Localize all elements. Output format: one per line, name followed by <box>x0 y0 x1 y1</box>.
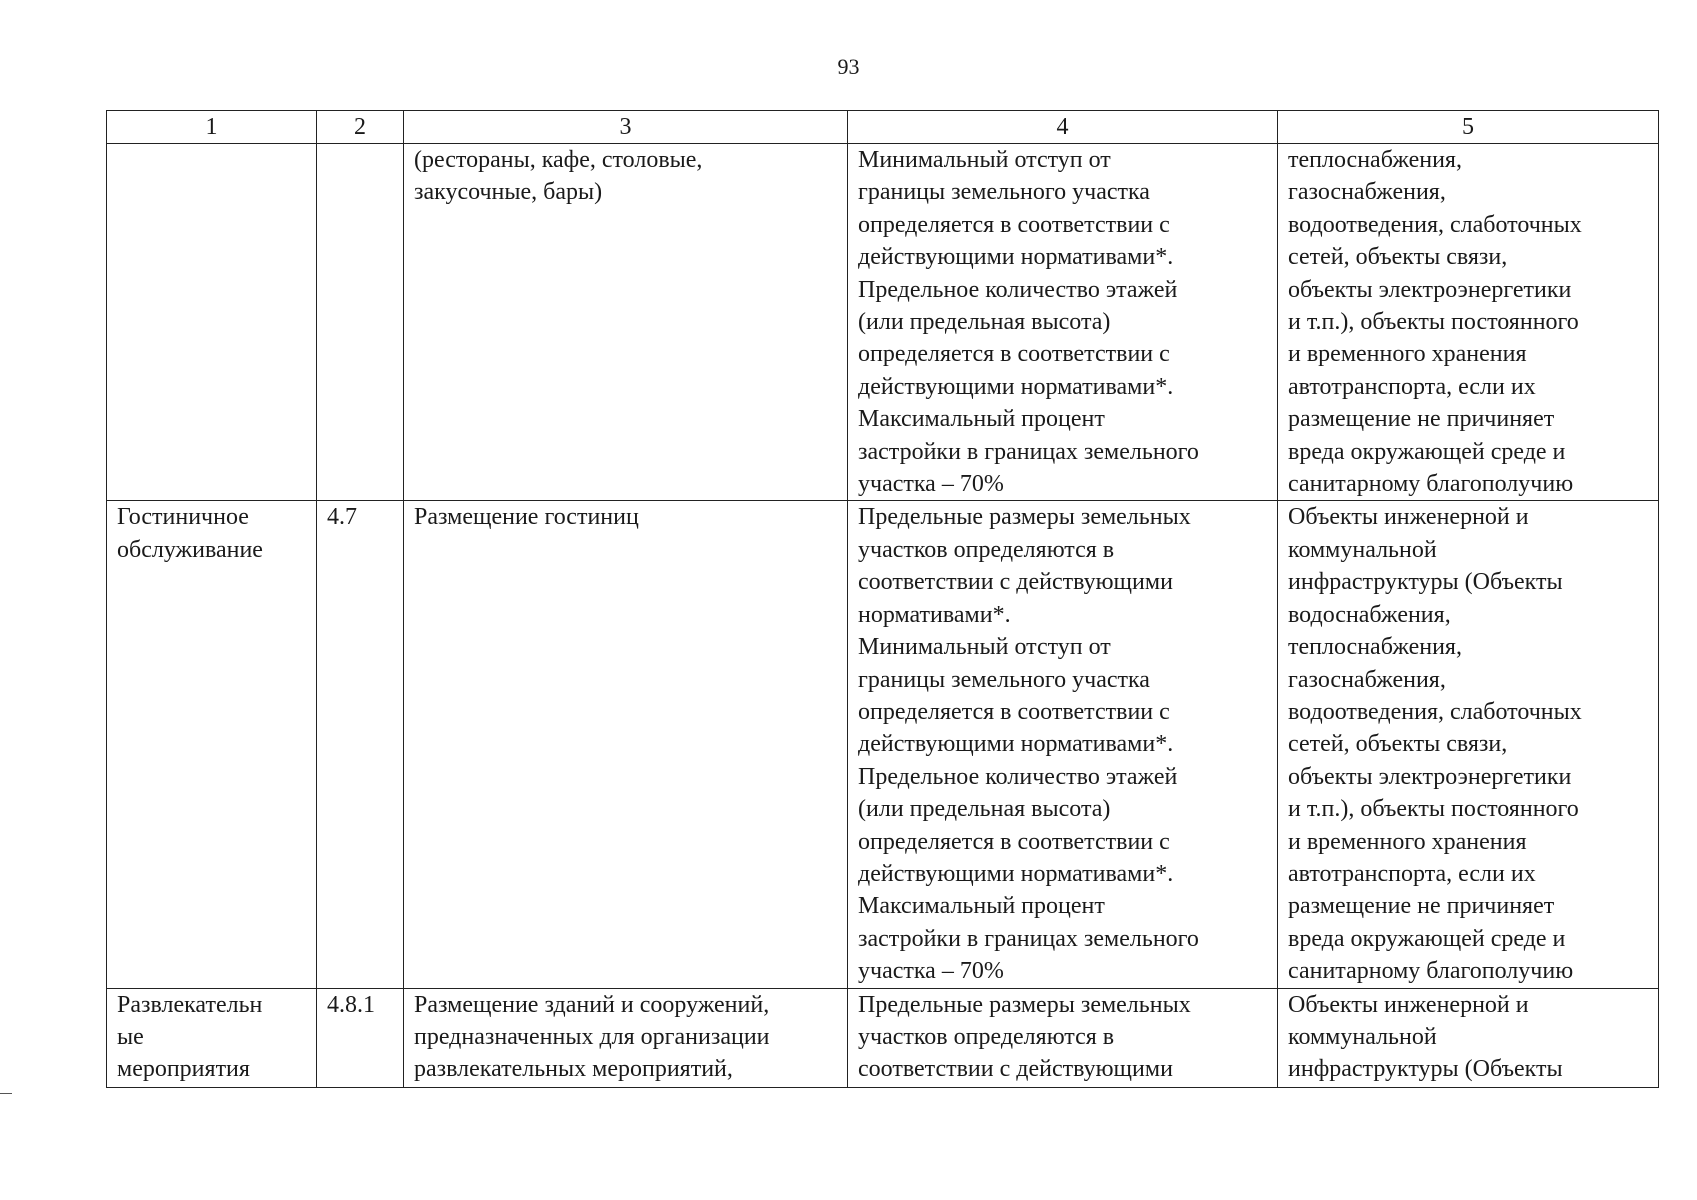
cell-text-line: Минимальный отступ от <box>858 147 1111 173</box>
cell-text-line: участков определяются в <box>858 1023 1115 1050</box>
cell-text-line: ые <box>117 1023 144 1050</box>
column-header: 3 <box>404 111 848 144</box>
cell-text-line: определяется в соответствии с <box>858 211 1170 238</box>
cell-text-line: Минимальный отступ от <box>858 634 1111 661</box>
cell-text-line: автотранспорта, если их <box>1288 860 1536 887</box>
cell-text-line: и т.п.), объекты постоянного <box>1288 796 1579 823</box>
cell-text-line: Объекты инженерной и <box>1288 504 1529 531</box>
cell-text-line: застройки в границах земельного <box>858 925 1199 952</box>
column-header: 1 <box>107 111 317 144</box>
use-description-cell <box>404 501 848 988</box>
cell-text-line: застройки в границах земельного <box>858 438 1199 465</box>
cell-text-line: действующими нормативами*. <box>858 373 1174 400</box>
cell-text-line: инфраструктуры (Объекты <box>1288 1056 1563 1083</box>
auxiliary-uses-cell <box>1278 144 1659 501</box>
cell-text-line: объекты электроэнергетики <box>1288 763 1572 790</box>
use-code-cell <box>317 144 404 501</box>
cell-text-line: нормативами*. <box>858 601 1011 628</box>
cell-text-line: теплоснабжения, <box>1288 147 1462 173</box>
table-row <box>107 501 1659 988</box>
parameters-cell <box>848 988 1278 1087</box>
cell-text-line: соответствии с действующими <box>858 569 1173 596</box>
column-header: 5 <box>1278 111 1659 144</box>
cell-text-line: сетей, объекты связи, <box>1288 244 1508 271</box>
page-number: 93 <box>837 54 860 79</box>
cell-text-line: (рестораны, кафе, столовые, <box>414 147 703 173</box>
cell-text-line: вреда окружающей среде и <box>1288 925 1566 952</box>
cell-text-line: (или предельная высота) <box>858 309 1111 336</box>
cell-text-line: водоотведения, слаботочных <box>1288 211 1582 238</box>
parameters-cell <box>848 501 1278 988</box>
cell-text-line: 4.7 <box>327 504 357 531</box>
cell-text-line: коммунальной <box>1288 1023 1437 1050</box>
cell-text-line: мероприятия <box>117 1056 250 1083</box>
column-header: 4 <box>848 111 1278 144</box>
column-header: 2 <box>317 111 404 144</box>
cell-text-line: определяется в соответствии с <box>858 341 1170 368</box>
cell-text-line: участка – 70% <box>858 958 1004 985</box>
zoning-table <box>106 110 1659 1088</box>
cell-text-line: газоснабжения, <box>1288 666 1446 693</box>
cell-text-line: участка – 70% <box>858 471 1004 498</box>
cell-text-line: санитарному благополучию <box>1288 471 1574 498</box>
cell-text-line: и т.п.), объекты постоянного <box>1288 309 1579 336</box>
cell-text-line: Размещение зданий и сооружений, <box>414 991 770 1018</box>
cell-text-line: вреда окружающей среде и <box>1288 438 1566 465</box>
use-code-cell <box>317 501 404 988</box>
cell-text-line: определяется в соответствии с <box>858 828 1170 855</box>
cell-text-line: Размещение гостиниц <box>414 504 639 531</box>
cell-text-line: границы земельного участка <box>858 666 1150 693</box>
cell-text-line: действующими нормативами*. <box>858 860 1174 887</box>
cell-text-line: Предельные размеры земельных <box>858 504 1191 531</box>
cell-text-line: Объекты инженерной и <box>1288 991 1529 1018</box>
cell-text-line: обслуживание <box>117 536 263 563</box>
cell-text-line: теплоснабжения, <box>1288 634 1462 661</box>
cell-text-line: действующими нормативами*. <box>858 731 1174 758</box>
cell-text-line: Максимальный процент <box>858 893 1105 920</box>
cell-text-line: соответствии с действующими <box>858 1056 1173 1083</box>
cell-text-line: определяется в соответствии с <box>858 698 1170 725</box>
cell-text-line: Развлекательн <box>117 991 263 1018</box>
cell-text-line: Предельное количество этажей <box>858 763 1178 790</box>
use-description-cell <box>404 988 848 1087</box>
cell-text-line: объекты электроэнергетики <box>1288 276 1572 303</box>
parameters-cell <box>848 144 1278 501</box>
cell-text-line: предназначенных для организации <box>414 1023 770 1050</box>
cell-text-line: водоснабжения, <box>1288 601 1451 628</box>
cell-text-line: участков определяются в <box>858 536 1115 563</box>
table-row <box>107 988 1659 1087</box>
use-name-cell <box>107 144 317 501</box>
cell-text-line: санитарному благополучию <box>1288 958 1574 985</box>
cell-text-line: (или предельная высота) <box>858 796 1111 823</box>
cell-text-line: Предельные размеры земельных <box>858 991 1191 1018</box>
table-row <box>107 144 1659 501</box>
cell-text-line: размещение не причиняет <box>1288 893 1555 920</box>
cell-text-line: Максимальный процент <box>858 406 1105 433</box>
cell-text-line: коммунальной <box>1288 536 1437 563</box>
table-header-row <box>107 111 1659 144</box>
cell-text-line: развлекательных мероприятий, <box>414 1056 733 1083</box>
cell-text-line: и временного хранения <box>1288 828 1527 855</box>
cell-text-line: границы земельного участка <box>858 179 1150 206</box>
cell-text-line: Предельное количество этажей <box>858 276 1178 303</box>
use-name-cell <box>107 501 317 988</box>
cell-text-line: сетей, объекты связи, <box>1288 731 1508 758</box>
scan-margin-mark <box>0 1093 12 1094</box>
cell-text-line: закусочные, бары) <box>414 179 603 206</box>
use-name-cell <box>107 988 317 1087</box>
use-code-cell <box>317 988 404 1087</box>
cell-text-line: водоотведения, слаботочных <box>1288 698 1582 725</box>
cell-text-line: инфраструктуры (Объекты <box>1288 569 1563 596</box>
cell-text-line: размещение не причиняет <box>1288 406 1555 433</box>
auxiliary-uses-cell <box>1278 501 1659 988</box>
auxiliary-uses-cell <box>1278 988 1659 1087</box>
cell-text-line: Гостиничное <box>117 504 249 531</box>
cell-text-line: 4.8.1 <box>327 991 375 1018</box>
cell-text-line: и временного хранения <box>1288 341 1527 368</box>
cell-text-line: действующими нормативами*. <box>858 244 1174 271</box>
use-description-cell <box>404 144 848 501</box>
cell-text-line: газоснабжения, <box>1288 179 1446 206</box>
cell-text-line: автотранспорта, если их <box>1288 373 1536 400</box>
